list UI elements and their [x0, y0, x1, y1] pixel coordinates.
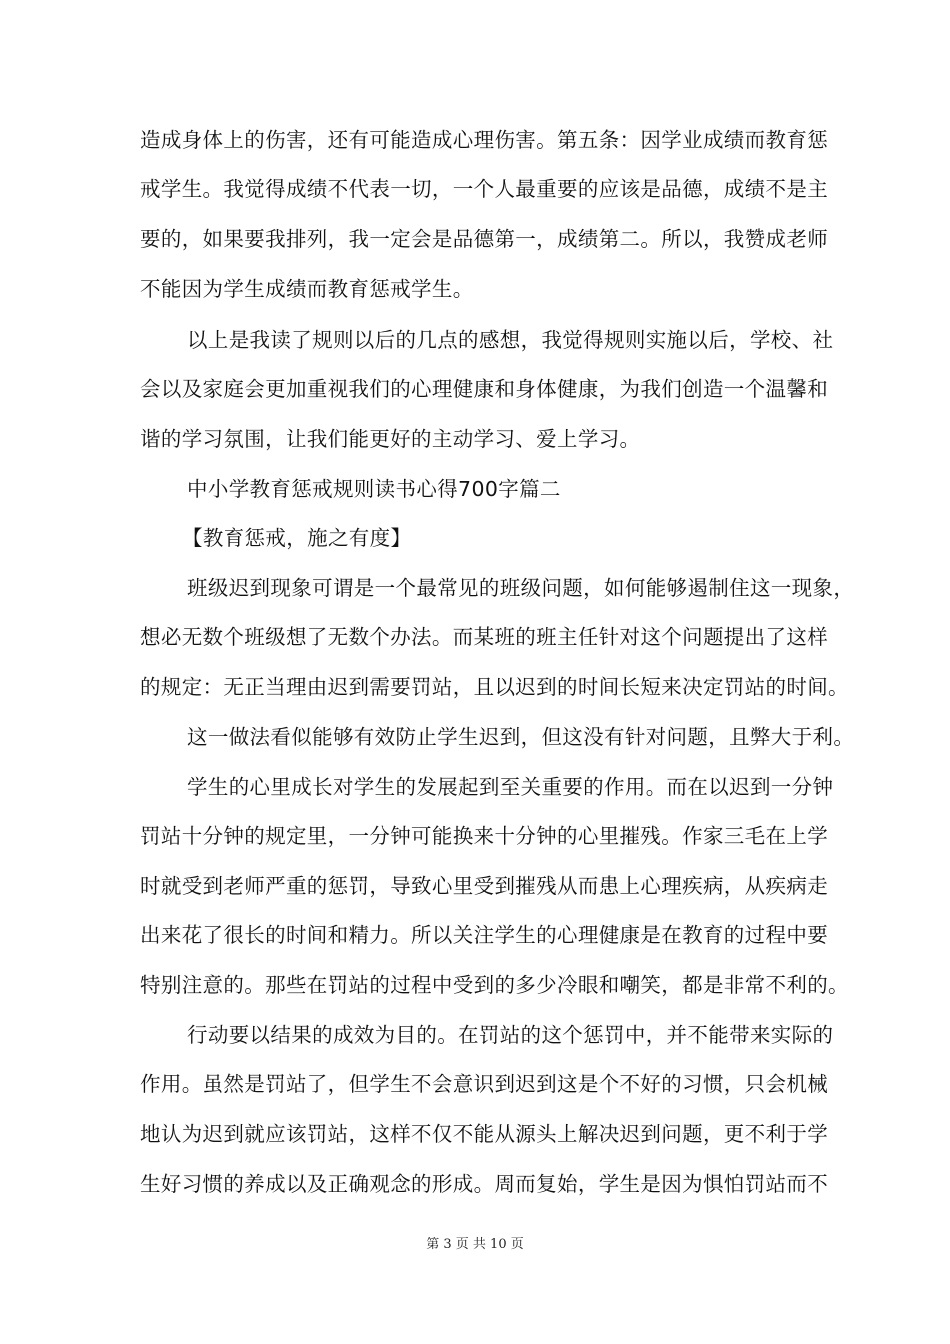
body-text-line: 这一做法看似能够有效防止学生迟到，但这没有针对问题，且弊大于利。 — [187, 725, 855, 749]
body-text-line: 的规定：无正当理由迟到需要罚站，且以迟到的时间长短来决定罚站的时间。 — [140, 675, 849, 699]
body-text-line: 出来花了很长的时间和精力。所以关注学生的心理健康是在教育的过程中要 — [140, 923, 829, 947]
section-subheading: 【教育惩戒，施之有度】 — [182, 526, 412, 550]
body-text-line: 时就受到老师严重的惩罚，导致心里受到摧残从而患上心理疾病，从疾病走 — [140, 874, 829, 898]
body-text-line: 特别注意的。那些在罚站的过程中受到的多少冷眼和嘲笑，都是非常不利的。 — [140, 973, 849, 997]
body-text-line: 要的，如果要我排列，我一定会是品德第一，成绩第二。所以，我赞成老师 — [140, 227, 829, 251]
body-text-line: 想必无数个班级想了无数个办法。而某班的班主任针对这个问题提出了这样 — [140, 625, 829, 649]
body-text-line: 班级迟到现象可谓是一个最常见的班级问题，如何能够遏制住这一现象， — [187, 576, 855, 600]
body-text-line: 戒学生。我觉得成绩不代表一切，一个人最重要的应该是品德，成绩不是主 — [140, 177, 829, 201]
body-text-line: 罚站十分钟的规定里，一分钟可能换来十分钟的心里摧残。作家三毛在上学 — [140, 824, 829, 848]
page-number-footer: 第 3 页 共 10 页 — [426, 1237, 524, 1252]
body-text-line: 会以及家庭会更加重视我们的心理健康和身体健康，为我们创造一个温馨和 — [140, 377, 829, 401]
body-text-line: 生好习惯的养成以及正确观念的形成。周而复始，学生是因为惧怕罚站而不 — [140, 1172, 829, 1196]
body-text-line: 行动要以结果的成效为目的。在罚站的这个惩罚中，并不能带来实际的 — [187, 1023, 834, 1047]
body-text-line: 作用。虽然是罚站了，但学生不会意识到迟到这是个不好的习惯，只会机械 — [140, 1072, 829, 1096]
body-text-line: 谐的学习氛围，让我们能更好的主动学习、爱上学习。 — [140, 427, 641, 451]
body-text-line: 地认为迟到就应该罚站，这样不仅不能从源头上解决迟到问题，更不利于学 — [140, 1122, 829, 1146]
body-text-line: 造成身体上的伤害，还有可能造成心理伤害。第五条：因学业成绩而教育惩 — [140, 128, 829, 152]
section-heading: 中小学教育惩戒规则读书心得700字篇二 — [187, 477, 561, 501]
body-text-line: 以上是我读了规则以后的几点的感想，我觉得规则实施以后，学校、社 — [187, 328, 834, 352]
body-text-line: 学生的心里成长对学生的发展起到至关重要的作用。而在以迟到一分钟 — [187, 775, 834, 799]
body-text-line: 不能因为学生成绩而教育惩戒学生。 — [140, 277, 474, 301]
